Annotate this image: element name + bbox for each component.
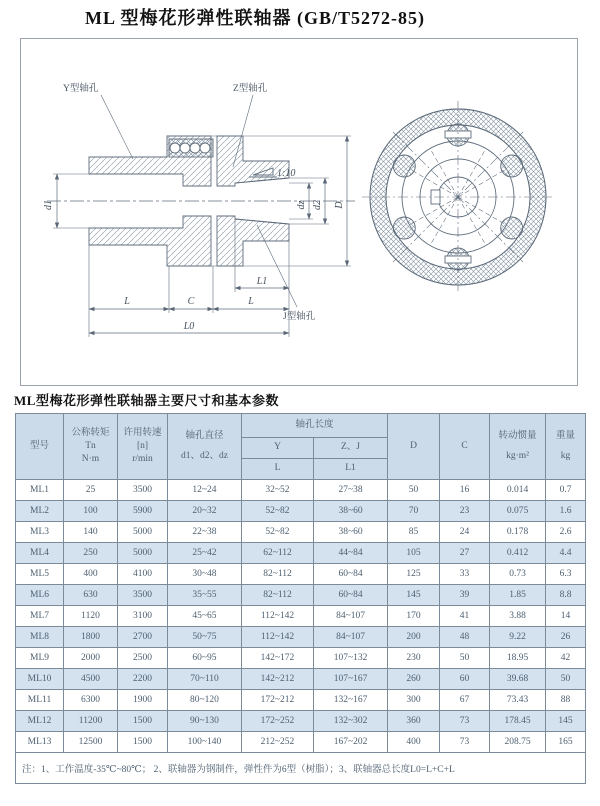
header-model: 型号 (16, 414, 64, 480)
label-C: C (187, 296, 195, 307)
header-speed-line1: 许用转速 (123, 427, 162, 438)
right-hub-lower (217, 216, 289, 266)
table-row (16, 564, 586, 585)
cell: 2700 (118, 627, 168, 648)
cell: 3.88 (490, 606, 546, 627)
label-D: D (334, 201, 345, 209)
header-bore (168, 414, 242, 480)
table-row (16, 501, 586, 522)
cell: 26 (546, 627, 586, 648)
cell: 250 (64, 543, 118, 564)
table-row (16, 543, 586, 564)
cell: 67 (440, 690, 490, 711)
cell: 50 (546, 669, 586, 690)
table-row (16, 669, 586, 690)
cell: 70 (388, 501, 440, 522)
section-heading: ML型梅花形弹性联轴器主要尺寸和基本参数 (14, 393, 279, 408)
cell: 5000 (118, 543, 168, 564)
cell: 73 (440, 711, 490, 732)
table-wrapper (15, 413, 585, 784)
cell: 112~142 (242, 606, 314, 627)
technical-drawing (21, 39, 577, 385)
cell: 2200 (118, 669, 168, 690)
cell: 30~48 (168, 564, 242, 585)
header-speed (118, 414, 168, 480)
header-L: L (242, 459, 314, 480)
cell: 60 (440, 669, 490, 690)
cell: 112~142 (242, 627, 314, 648)
header-ZJ: Z、J (314, 438, 388, 459)
table-header (16, 414, 586, 480)
left-hub-lower (89, 216, 211, 266)
cell: 23 (440, 501, 490, 522)
label-d2: d2 (312, 200, 323, 210)
cell: 41 (440, 606, 490, 627)
label-z-hole: Z型轴孔 (233, 84, 268, 94)
header-speed-line3: r/min (132, 454, 153, 465)
section-view (47, 95, 355, 337)
header-torque-line1: 公称转矩 (71, 427, 110, 438)
cell: ML3 (16, 522, 64, 543)
cell: 142~172 (242, 648, 314, 669)
cell: 52~82 (242, 522, 314, 543)
cell: 60~84 (314, 564, 388, 585)
cell: ML2 (16, 501, 64, 522)
leader-y-hole (101, 95, 133, 159)
cell: 70~110 (168, 669, 242, 690)
cell: 62~112 (242, 543, 314, 564)
header-C: C (440, 414, 490, 480)
cell: 230 (388, 648, 440, 669)
cell: 82~112 (242, 564, 314, 585)
cell: 1500 (118, 711, 168, 732)
cell: 1800 (64, 627, 118, 648)
cell: 32~52 (242, 480, 314, 501)
label-L-right: L (248, 296, 254, 307)
cell: 145 (388, 585, 440, 606)
cell: 170 (388, 606, 440, 627)
header-L1: L1 (314, 459, 388, 480)
label-dz: dz (296, 200, 307, 210)
header-weight (546, 414, 586, 480)
cell: 4100 (118, 564, 168, 585)
cell: 132~302 (314, 711, 388, 732)
label-y-hole: Y型轴孔 (63, 84, 99, 94)
cell: 107~167 (314, 669, 388, 690)
cell: 360 (388, 711, 440, 732)
cell: 1.85 (490, 585, 546, 606)
cell: 22~38 (168, 522, 242, 543)
label-taper: 1:10 (277, 168, 296, 179)
cell: 50~75 (168, 627, 242, 648)
cell: 142~212 (242, 669, 314, 690)
cell: 260 (388, 669, 440, 690)
cell: 73 (440, 732, 490, 753)
cell: 167~202 (314, 732, 388, 753)
cell: ML10 (16, 669, 64, 690)
cell: 60~84 (314, 585, 388, 606)
cell: 300 (388, 690, 440, 711)
table-row (16, 480, 586, 501)
cell: ML1 (16, 480, 64, 501)
header-inertia-line1: 转动惯量 (498, 431, 537, 442)
cell: 88 (546, 690, 586, 711)
cell: 45~65 (168, 606, 242, 627)
parameters-table (15, 413, 586, 784)
cell: 25 (64, 480, 118, 501)
cell: 60~95 (168, 648, 242, 669)
cell: 73.43 (490, 690, 546, 711)
label-L-left: L (124, 296, 130, 307)
cell: 0.412 (490, 543, 546, 564)
header-torque-line2: Tn (85, 440, 96, 451)
cell: ML6 (16, 585, 64, 606)
cell: ML7 (16, 606, 64, 627)
cell: 2500 (118, 648, 168, 669)
header-torque-line3: N·m (81, 454, 100, 465)
front-view (362, 101, 554, 293)
cell: 1500 (118, 732, 168, 753)
header-D: D (388, 414, 440, 480)
cell: 12~24 (168, 480, 242, 501)
cell: 84~107 (314, 606, 388, 627)
label-L0: L0 (183, 321, 195, 332)
cell: 11200 (64, 711, 118, 732)
cell: ML9 (16, 648, 64, 669)
cell: ML13 (16, 732, 64, 753)
table-row (16, 711, 586, 732)
cell: ML11 (16, 690, 64, 711)
cell: 172~252 (242, 711, 314, 732)
cell: 3500 (118, 480, 168, 501)
cell: ML4 (16, 543, 64, 564)
cell: 52~82 (242, 501, 314, 522)
cell: 1.6 (546, 501, 586, 522)
header-bore-line2: d1、d2、dz (181, 450, 228, 461)
figure-box (20, 38, 578, 386)
table-row (16, 690, 586, 711)
header-weight-line2: kg (560, 450, 571, 461)
cell: 172~212 (242, 690, 314, 711)
cell: 85 (388, 522, 440, 543)
label-L1: L1 (256, 276, 268, 287)
footnote: 注：1、工作温度-35℃~80℃； 2、联轴器为钢制件，弹性件为6型（树脂）；3、联轴器总长度L0=L+C+L (16, 753, 586, 784)
header-inertia-line2: kg·m² (506, 450, 529, 461)
cell: 1120 (64, 606, 118, 627)
cell: 12500 (64, 732, 118, 753)
cell: 5900 (118, 501, 168, 522)
cell: 145 (546, 711, 586, 732)
cell: 39 (440, 585, 490, 606)
cell: 33 (440, 564, 490, 585)
cell: 100~140 (168, 732, 242, 753)
table-row (16, 522, 586, 543)
cell: 0.014 (490, 480, 546, 501)
cell: 4.4 (546, 543, 586, 564)
label-d1: d1 (43, 200, 54, 210)
header-Y: Y (242, 438, 314, 459)
cell: 4500 (64, 669, 118, 690)
cell: ML12 (16, 711, 64, 732)
header-bore-line1: 轴孔直径 (185, 431, 224, 442)
cell: 6.3 (546, 564, 586, 585)
cell: 48 (440, 627, 490, 648)
footnote-row (16, 753, 586, 784)
cell: 200 (388, 627, 440, 648)
cell: 82~112 (242, 585, 314, 606)
cell: 2.6 (546, 522, 586, 543)
cell: 27 (440, 543, 490, 564)
table-row (16, 585, 586, 606)
cell: ML8 (16, 627, 64, 648)
cell: 3100 (118, 606, 168, 627)
cell: 38~60 (314, 501, 388, 522)
cell: 24 (440, 522, 490, 543)
cell: 9.22 (490, 627, 546, 648)
cell: 25~42 (168, 543, 242, 564)
cell: 140 (64, 522, 118, 543)
cell: 6300 (64, 690, 118, 711)
cell: 14 (546, 606, 586, 627)
cell: 18.95 (490, 648, 546, 669)
table-body (16, 480, 586, 753)
cell: 16 (440, 480, 490, 501)
cell: 0.73 (490, 564, 546, 585)
cell: 42 (546, 648, 586, 669)
cell: 105 (388, 543, 440, 564)
cell: 44~84 (314, 543, 388, 564)
cell: 50 (388, 480, 440, 501)
cell: 125 (388, 564, 440, 585)
header-hole-length: 轴孔长度 (242, 414, 388, 438)
cell: 400 (64, 564, 118, 585)
cell: 3500 (118, 585, 168, 606)
table-row (16, 627, 586, 648)
cell: 1900 (118, 690, 168, 711)
cell: 5000 (118, 522, 168, 543)
header-torque (64, 414, 118, 480)
header-weight-line1: 重量 (556, 431, 576, 442)
cell: 0.178 (490, 522, 546, 543)
cell: 132~167 (314, 690, 388, 711)
cell: 35~55 (168, 585, 242, 606)
header-inertia (490, 414, 546, 480)
page-title: ML 型梅花形弹性联轴器 (GB/T5272-85) (85, 8, 425, 28)
cell: 2000 (64, 648, 118, 669)
cell: 84~107 (314, 627, 388, 648)
cell: ML5 (16, 564, 64, 585)
cell: 20~32 (168, 501, 242, 522)
cell: 178.45 (490, 711, 546, 732)
cell: 0.075 (490, 501, 546, 522)
section-view-labels (43, 82, 345, 332)
cell: 27~38 (314, 480, 388, 501)
cell: 165 (546, 732, 586, 753)
cell: 212~252 (242, 732, 314, 753)
cell: 50 (440, 648, 490, 669)
table-row (16, 606, 586, 627)
table-row (16, 648, 586, 669)
cell: 80~120 (168, 690, 242, 711)
header-speed-line2: [n] (136, 440, 149, 451)
cell: 39.68 (490, 669, 546, 690)
cell: 400 (388, 732, 440, 753)
cell: 107~132 (314, 648, 388, 669)
cell: 208.75 (490, 732, 546, 753)
cell: 100 (64, 501, 118, 522)
cell: 0.7 (546, 480, 586, 501)
cell: 630 (64, 585, 118, 606)
table-row (16, 732, 586, 753)
cell: 8.8 (546, 585, 586, 606)
cell: 90~130 (168, 711, 242, 732)
label-j-hole: J型轴孔 (283, 312, 316, 322)
cell: 38~60 (314, 522, 388, 543)
